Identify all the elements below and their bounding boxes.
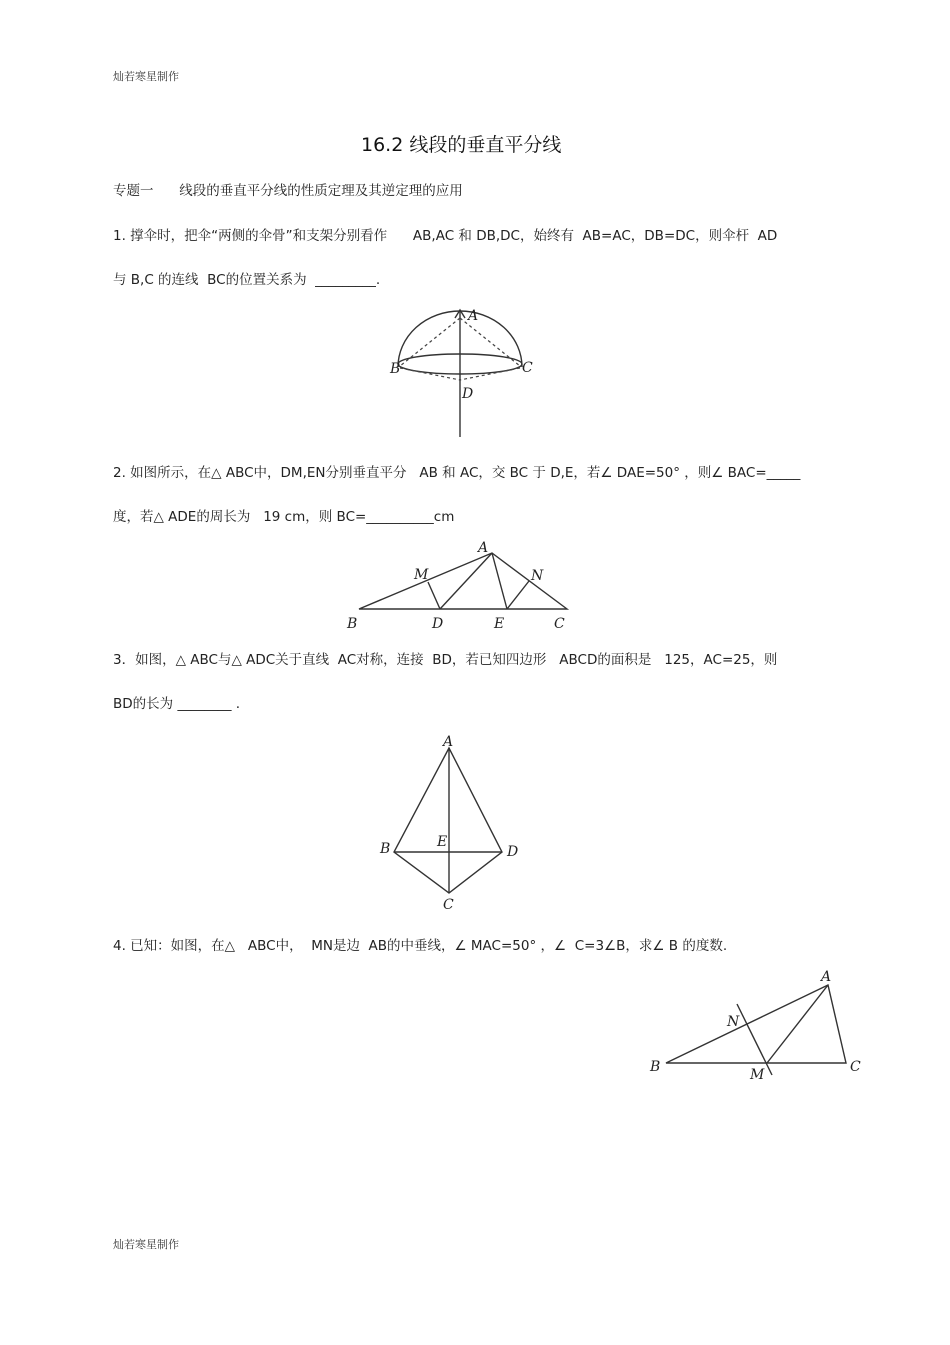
label-a: A <box>821 969 832 985</box>
label-d: D <box>507 844 519 860</box>
label-c: C <box>554 616 565 632</box>
label-b: B <box>380 841 391 857</box>
q3-line1: 3．如图，△ ABC与△ ADC关于直线 AC对称，连接 BD，若已知四边形 ABCD的面积是 125，AC=25，则 <box>113 652 778 668</box>
page-footer: 灿若寒星制作 <box>113 1238 179 1251</box>
label-b: B <box>347 616 358 632</box>
label-e: E <box>494 616 505 632</box>
label-a: A <box>443 734 454 750</box>
label-c: C <box>522 360 533 376</box>
label-d: D <box>432 616 444 632</box>
page-title: 16.2 线段的垂直平分线 <box>361 134 562 156</box>
q4-line1: 4. 已知：如图，在△ ABC中， MN是边 AB的中垂线，∠ MAC=50° ，∠ C=3∠B，求∠ B 的度数. <box>113 938 728 954</box>
label-e: E <box>437 834 448 850</box>
q3-line2: BD的长为 ________ . <box>113 696 241 712</box>
label-c: C <box>850 1059 861 1075</box>
q1-line2: 与 B,C 的连线 BC的位置关系为 _________. <box>113 272 381 288</box>
label-n: N <box>727 1014 740 1030</box>
segment-am <box>767 985 828 1063</box>
q2-line1: 2. 如图所示，在△ ABC中，DM,EN分别垂直平分 AB 和 AC，交 BC 于 D,E，若∠ DAE=50° ，则∠ BAC=_____ <box>113 465 801 481</box>
label-n: N <box>531 568 544 584</box>
label-m: M <box>414 567 429 583</box>
label-m: M <box>750 1067 765 1083</box>
label-b: B <box>390 361 401 377</box>
q2-line2: 度，若△ ADE的周长为 19 cm，则 BC=__________cm <box>113 509 455 525</box>
page-header: 灿若寒星制作 <box>113 70 179 83</box>
label-a: A <box>468 308 479 324</box>
label-c: C <box>443 897 454 913</box>
label-b: B <box>650 1059 661 1075</box>
label-a: A <box>478 540 489 556</box>
topic-heading: 专题一 线段的垂直平分线的性质定理及其逆定理的应用 <box>113 183 463 199</box>
q1-line1: 1. 撑伞时，把伞“两侧的伞骨”和支架分别看作 AB,AC 和 DB,DC，始终有 AB=AC，DB=DC，则伞杆 AD <box>113 228 778 244</box>
label-d: D <box>462 386 474 402</box>
